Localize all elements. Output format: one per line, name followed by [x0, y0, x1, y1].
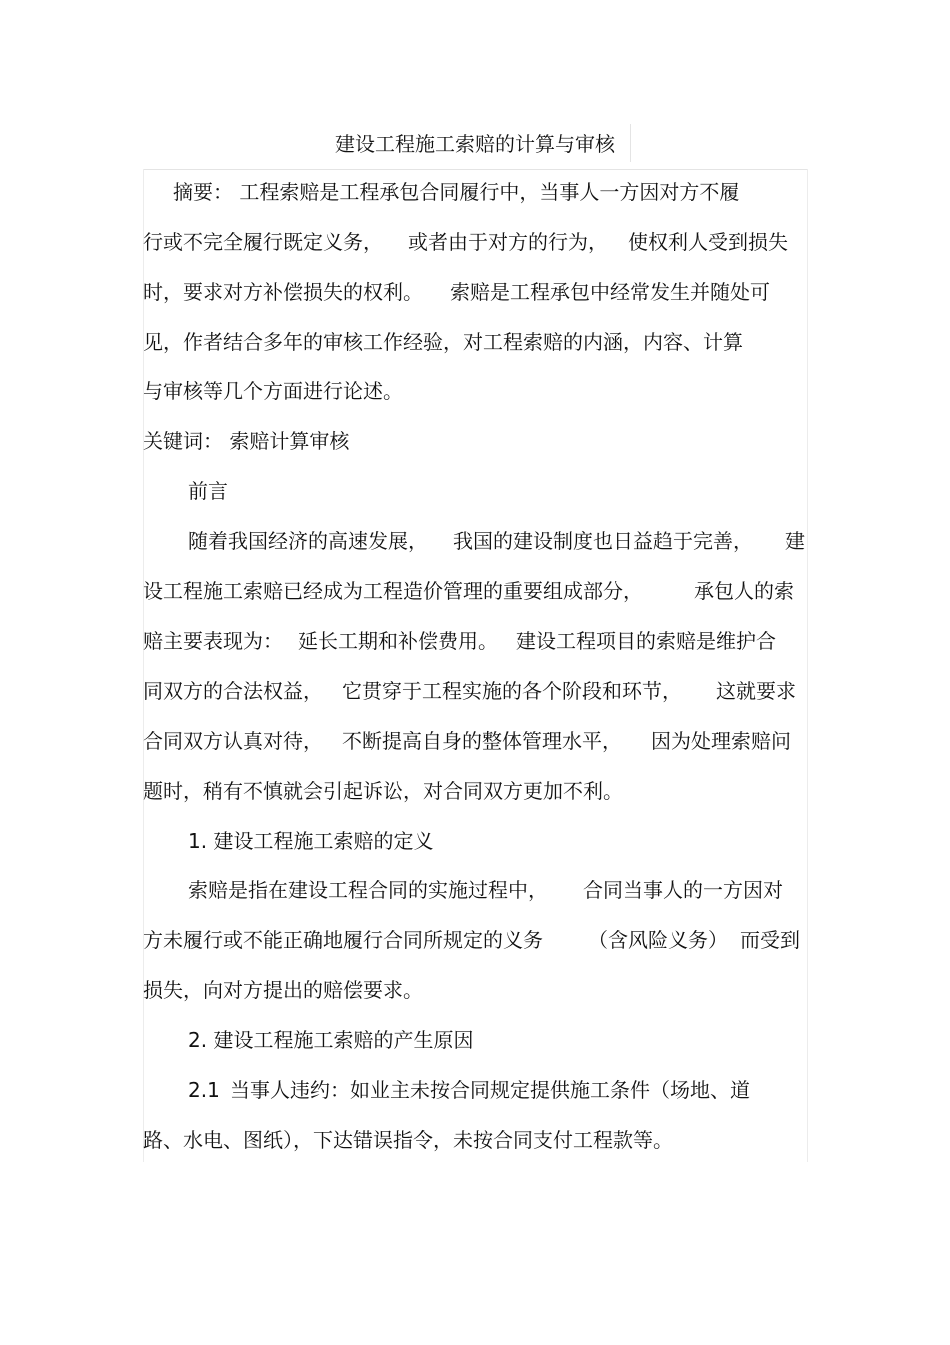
- text-segment: 随着我国经济的高速发展，: [188, 529, 428, 553]
- section-heading: 1. 建设工程施工索赔的定义: [188, 829, 434, 853]
- paragraph-line: [143, 678, 796, 704]
- text-segment: 2.1: [188, 1078, 220, 1102]
- text-segment: 合同当事人的一方因对: [583, 878, 783, 902]
- text-segment: 设工程施工索赔已经成为工程造价管理的重要组成部分，: [143, 579, 643, 603]
- section-heading: 2. 建设工程施工索赔的产生原因: [188, 1028, 474, 1052]
- document-title: 建设工程施工索赔的计算与审核: [335, 132, 615, 156]
- text-segment: 承包人的索: [694, 579, 794, 603]
- paragraph-line: [188, 1077, 750, 1103]
- text-segment: 我国的建设制度也日益趋于完善，: [453, 529, 753, 553]
- paragraph-line: 题时，稍有不慎就会引起诉讼，对合同双方更加不利。: [143, 779, 623, 803]
- text-segment: 延长工期和补偿费用。: [298, 629, 498, 653]
- text-segment: 索赔是工程承包中经常发生并随处可: [450, 280, 770, 304]
- text-segment: 或者由于对方的行为，: [408, 230, 608, 254]
- text-segment: 不断提高自身的整体管理水平，: [342, 729, 622, 753]
- section-heading: 前言: [188, 479, 228, 503]
- text-segment: 建设工程项目的索赔是维护合: [516, 629, 776, 653]
- divider: [143, 169, 807, 170]
- text-segment: （含风险义务）: [588, 928, 728, 952]
- text-segment: 使权利人受到损失: [628, 230, 788, 254]
- text-segment: 它贯穿于工程实施的各个阶段和环节，: [342, 679, 682, 703]
- paragraph-line: [143, 728, 791, 754]
- paragraph-line: [188, 528, 805, 554]
- text-segment: 行或不完全履行既定义务，: [143, 230, 383, 254]
- text-segment: 同双方的合法权益，: [143, 679, 323, 703]
- text-segment: 方未履行或不能正确地履行合同所规定的义务: [143, 928, 543, 952]
- text-segment: 合同双方认真对待，: [143, 729, 323, 753]
- abstract-line: [143, 279, 770, 305]
- abstract-line: [143, 229, 788, 255]
- text-segment: 这就要求: [716, 679, 796, 703]
- text-segment: 赔主要表现为：: [143, 629, 283, 653]
- keywords: 关键词： 索赔计算审核: [143, 429, 350, 453]
- abstract-line: 见，作者结合多年的审核工作经验，对工程索赔的内涵，内容、计算: [143, 330, 743, 354]
- text-segment: 当事人违约：如业主未按合同规定提供施工条件（场地、道: [230, 1078, 750, 1102]
- text-segment: 而受到: [740, 928, 800, 952]
- text-segment: 索赔是指在建设工程合同的实施过程中，: [188, 878, 548, 902]
- paragraph-line: [188, 877, 783, 903]
- divider: [807, 169, 808, 1162]
- paragraph-line: [143, 578, 794, 604]
- paragraph-line: 损失，向对方提出的赔偿要求。: [143, 978, 423, 1002]
- paragraph-line: 路、水电、图纸），下达错误指令，未按合同支付工程款等。: [143, 1128, 673, 1152]
- text-segment: 建: [785, 529, 805, 553]
- abstract-line: 与审核等几个方面进行论述。: [143, 379, 403, 403]
- text-segment: 时，要求对方补偿损失的权利。: [143, 280, 423, 304]
- divider: [143, 169, 144, 1162]
- paragraph-line: [143, 628, 776, 654]
- text-segment: 因为处理索赔问: [651, 729, 791, 753]
- abstract-line: 摘要： 工程索赔是工程承包合同履行中，当事人一方因对方不履: [173, 180, 740, 204]
- paragraph-line: [143, 927, 800, 953]
